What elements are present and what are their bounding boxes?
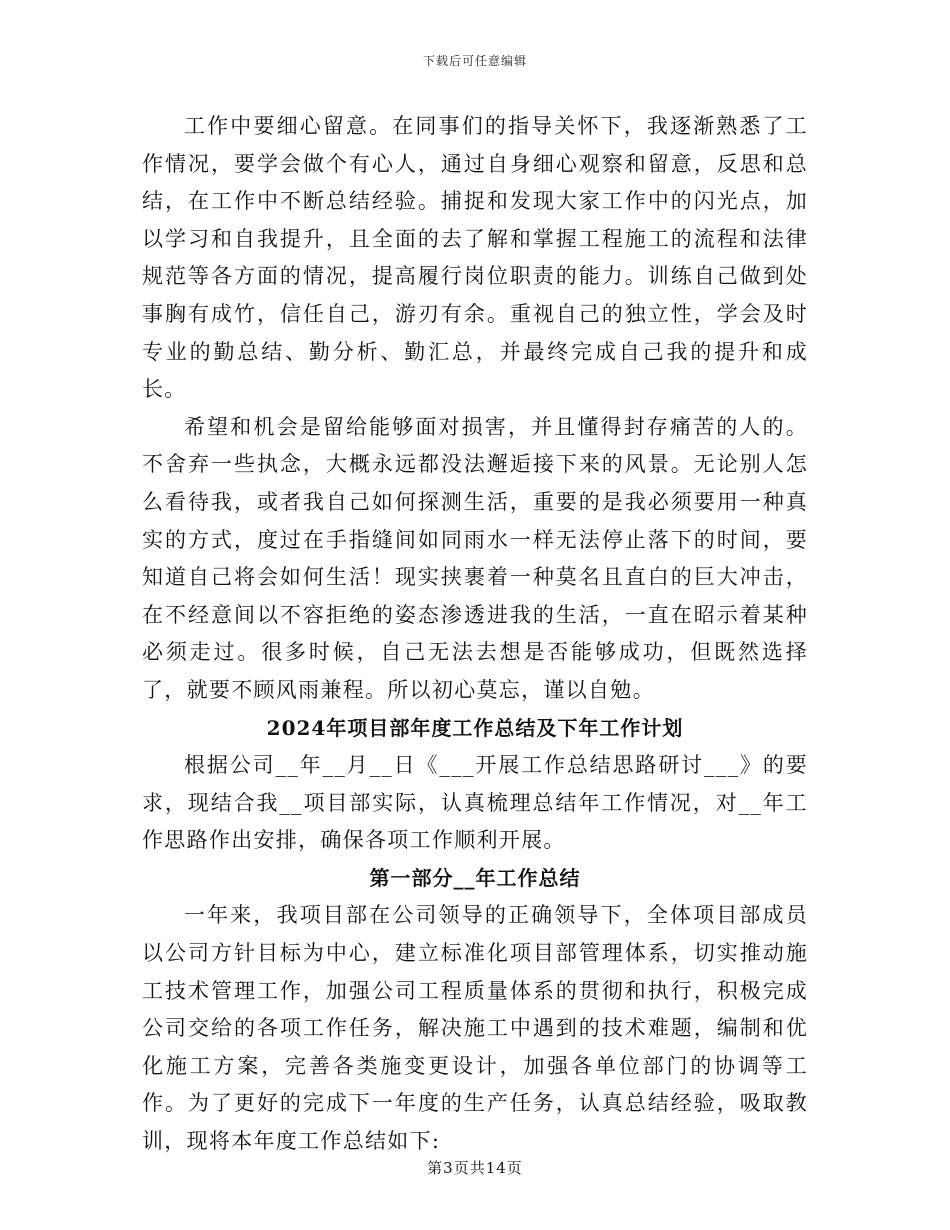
- document-body: [142, 108, 808, 1161]
- page-footer: 第3页共14页: [427, 1159, 523, 1177]
- document-title: 2024年项目部年度工作总结及下年工作计划: [266, 715, 684, 740]
- page-header: 下载后可任意编辑: [422, 54, 527, 68]
- paragraph-work-attention: 工作中要细心留意。在同事们的指导关怀下，我逐渐熟悉了工作情况，要学会做个有心人，通过自身细心观察和留意，反思和总结，在工作中不断总结经验。捕捉和发现大家工作中的闪光点，加以学习和自我提升，且全面的去了解和掌握工程施工的流程和法律规范等各方面的情况，提高履行岗位职责的能力。训练自己做到处事胸有成竹，信任自己，游刃有余。重视自己的独立性，学会及时专业的勤总结、勤分析、勤汇总，并最终完成自己我的提升和成长。: [142, 114, 808, 402]
- paragraph-hope-opportunity: 希望和机会是留给能够面对损害，并且懂得封存痛苦的人的。不舍弃一些执念，大概永远都没法邂逅接下来的风景。无论别人怎么看待我，或者我自己如何探测生活，重要的是我必须要用一种真实的方式，度过在手指缝间如同雨水一样无法停止落下的时间，要知道自己将会如何生活！现实挟裹着一种莫名且直白的巨大冲击，在不经意间以不容拒绝的姿态渗透进我的生活，一直在昭示着某种必须走过。很多时候，自己无法去想是否能够成功，但既然选择了，就要不顾风雨兼程。所以初心莫忘，谨以自勉。: [142, 414, 808, 702]
- paragraph-intro: 根据公司__年__月__日《___开展工作总结思路研讨___》的要求，现结合我__项目部实际，认真梳理总结年工作情况，对__年工作思路作出安排，确保各项工作顺利开展。: [142, 753, 808, 853]
- section-title: 第一部分__年工作总结: [369, 865, 581, 890]
- paragraph-year-summary: 一年来，我项目部在公司领导的正确领导下，全体项目部成员以公司方针目标为中心，建立标准化项目部管理体系，切实推动施工技术管理工作，加强公司工程质量体系的贯彻和执行，积极完成公司交给的各项工作任务，解决施工中遇到的技术难题，编制和优化施工方案，完善各类施变更设计，加强各单位部门的协调等工作。为了更好的完成下一年度的生产任务，认真总结经验，吸取教训，现将本年度工作总结如下:: [142, 903, 808, 1154]
